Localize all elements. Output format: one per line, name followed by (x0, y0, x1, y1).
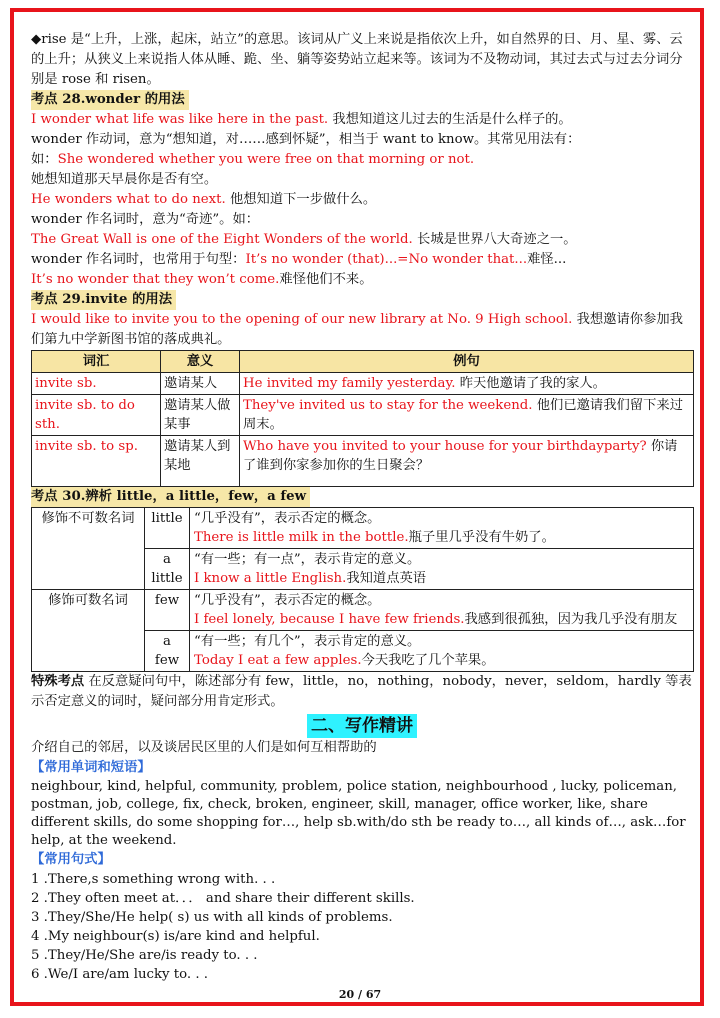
vocab-label: 【常用单词和短语】 (31, 760, 151, 775)
list-item: 1 .There,s something wrong with. . . (31, 872, 276, 887)
group-cell: 修饰不可数名词 (32, 508, 145, 590)
section-heading-wrap (31, 714, 693, 738)
word-cell: a little (145, 549, 190, 590)
table-header-row (32, 351, 694, 373)
special-note: 特殊考点 在反意疑问句中，陈述部分有 few，little，no，nothing，nobody，never，seldom，hardly 等表示否定意义的词时，疑问部分用肯定形式。 (31, 674, 692, 709)
table-row (32, 590, 694, 631)
example-cell: He invited my family yesterday. 昨天他邀请了我的家人。 (240, 373, 694, 395)
list-item: 2 .They often meet at．．． and share their different skills. (31, 891, 415, 906)
header-vocab: 词汇 (32, 351, 161, 373)
kd28-pattern: wonder 作名词时，也常用于句型：It’s no wonder (that)...=No wonder that...难怪... (31, 252, 567, 267)
invite-table (31, 350, 694, 487)
table-row (32, 395, 694, 436)
word-cell: little (145, 508, 190, 549)
kd28-example-1: I wonder what life was like here in the past. 我想知道这儿过去的生活是什么样子的。 (31, 112, 572, 127)
vocab-cell: invite sb. (32, 373, 161, 395)
sentence-label: 【常用句式】 (31, 852, 111, 867)
explanation-cell: “有一些；有几个”，表示肯定的意义。 Today I eat a few apples.今天我吃了几个苹果。 (190, 631, 694, 672)
rise-note: ◆rise 是“上升，上涨，起床，站立”的意思。该词从广义上来说是指依次上升，如自然界的日、月、星、雾、云的上升；从狭义上来说指人体从睡、跪、坐、躺等姿势站立起来等。该词为不及物动词，其过去式与过去分词分别是 rose 和 risen。 (31, 32, 683, 87)
kd28-title: 考点 28.wonder 的用法 (31, 90, 693, 110)
meaning-cell: 邀请某人做某事 (161, 395, 240, 436)
kd28-verb-note: wonder 作动词，意为“想知道，对……感到怀疑”，相当于 want to know。其常见用法有： (31, 132, 581, 147)
list-item: 6 .We/I are/am lucky to. . . (31, 967, 209, 982)
kd29-example: I would like to invite you to the opening of our new library at No. 9 High school. 我想邀请你参加我们第九中学新图书馆的落成典礼。 (31, 312, 683, 347)
page-number: 20 / 67 (338, 988, 382, 1001)
list-item: 3 .They/She/He help( s) us with all kinds of problems. (31, 910, 393, 925)
kd28-noun-note: wonder 作名词时，意为“奇迹”。如： (31, 212, 260, 227)
kd28-example-5: It’s no wonder that they won’t come.难怪他们不来。 (31, 272, 373, 287)
table-row (32, 436, 694, 487)
meaning-cell: 邀请某人 (161, 373, 240, 395)
vocab-cell: invite sb. to sp. (32, 436, 161, 487)
group-cell: 修饰可数名词 (32, 590, 145, 672)
list-item: 5 .They/He/She are/is ready to. . . (31, 948, 258, 963)
kd29-title: 考点 29.invite 的用法 (31, 290, 693, 310)
vocab-cell: invite sb. to do sth. (32, 395, 161, 436)
kd28-example-2-translation: 她想知道那天早晨你是否有空。 (31, 172, 218, 187)
header-meaning: 意义 (161, 351, 240, 373)
explanation-cell: “几乎没有”，表示否定的概念。 I feel lonely, because I have few friends.我感到很孤独，因为我几乎没有朋友 (190, 590, 694, 631)
word-cell: few (145, 590, 190, 631)
vocab-list: neighbour, kind, helpful, community, problem, police station, neighbourhood , lucky, policeman, postman, job, college, fix, check, broken, engineer, skill, manager, office worker, like, share different skills, do some shopping for…, help sb.with/do sth be ready to…, all kinds of…, ask…for help, at the weekend. (31, 779, 686, 848)
meaning-cell: 邀请某人到某地 (161, 436, 240, 487)
example-cell: Who have you invited to your house for your birthdayparty? 你请了谁到你家参加你的生日聚会？ (240, 436, 694, 487)
table-row (32, 508, 694, 549)
explanation-cell: “几乎没有”，表示否定的概念。 There is little milk in the bottle.瓶子里几乎没有牛奶了。 (190, 508, 694, 549)
kd28-example-2: 如：She wondered whether you were free on that morning or not. (31, 152, 475, 167)
word-cell: a few (145, 631, 190, 672)
explanation-cell: “有一些；有一点”，表示肯定的意义。 I know a little English.我知道点英语 (190, 549, 694, 590)
kd28-example-3: He wonders what to do next. 他想知道下一步做什么。 (31, 192, 377, 207)
kd30-title: 考点 30.辨析 little，a little，few，a few (31, 487, 693, 507)
page-content (31, 30, 693, 984)
table-row (32, 373, 694, 395)
kd28-example-4: The Great Wall is one of the Eight Wonders of the world. 长城是世界八大奇迹之一。 (31, 232, 577, 247)
little-few-table (31, 507, 694, 672)
writing-topic: 介绍自己的邻居，以及谈居民区里的人们是如何互相帮助的 (31, 740, 377, 755)
header-example: 例句 (240, 351, 694, 373)
example-cell: They've invited us to stay for the weekend. 他们已邀请我们留下来过周末。 (240, 395, 694, 436)
list-item: 4 .My neighbour(s) is/are kind and helpful. (31, 929, 320, 944)
section-heading: 二、写作精讲 (307, 714, 417, 738)
